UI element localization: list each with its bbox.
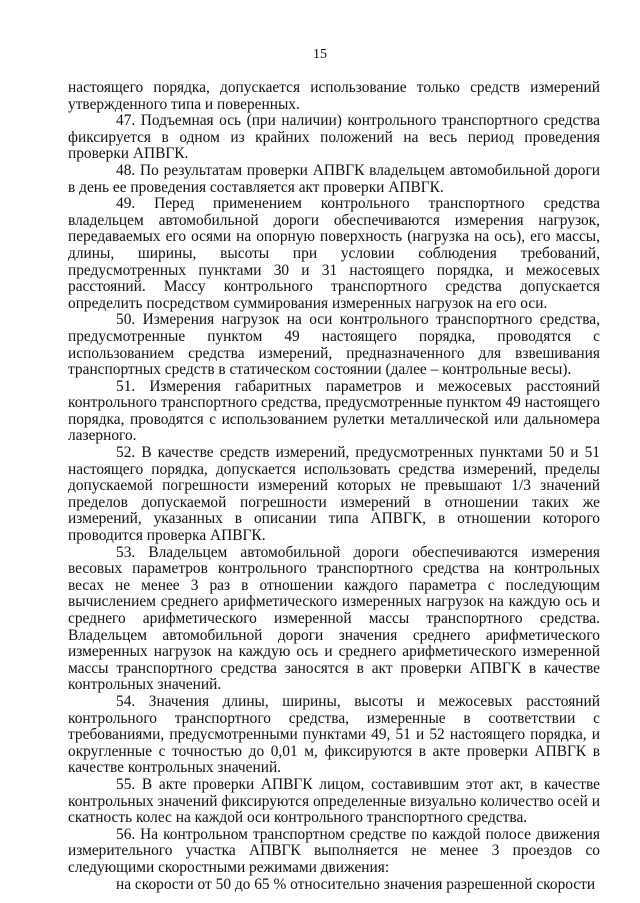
paragraph-56: 56. На контрольном транспортном средстве по каждой полосе движения измерительного участка АПВГК выполняется не менее 3 проездов со следующими скоростными режимами движения: [68, 825, 600, 876]
paragraph-55: 55. В акте проверки АПВГК лицом, составившим этот акт, в качестве контрольных значений фиксируются определенные визуально количество осей и скатность колес на каждой оси контрольного транспортного средства. [68, 775, 600, 827]
page-number: 15 [313, 47, 327, 62]
document-body [68, 80, 600, 893]
paragraph-53: 53. Владельцем автомобильной дороги обеспечиваются измерения весовых параметров контрольного транспортного средства на контрольных весах не менее 3 раз в отношении каждого параметра с последующим вычислением среднего арифметического измеренных нагрузок на каждую ось и среднего арифметического измеренной массы транспортного средства. Владельцем автомобильной дороги значения среднего арифметического измеренных нагрузок на каждую ось и среднего арифметического измеренной массы транспортного средства заносятся в акт проверки АПВГК в качестве контрольных значений. [68, 543, 600, 694]
paragraph-48: 48. По результатам проверки АПВГК владельцем автомобильной дороги в день ее проведения составляется акт проверки АПВГК. [68, 161, 600, 196]
paragraph-54: 54. Значения длины, ширины, высоты и межосевых расстояний контрольного транспортного средства, измеренные в соответствии с требованиями, предусмотренными пунктами 49, 51 и 52 настоящего порядка, и округленные с точностью до 0,01 м, фиксируются в акте проверки АПВГК в качестве контрольных значений. [68, 692, 600, 777]
paragraph-continuation: настоящего порядка, допускается использование только средств измерений утвержденного типа и поверенных. [68, 79, 600, 113]
paragraph-50: 50. Измерения нагрузок на оси контрольного транспортного средства, предусмотренные пунктом 49 настоящего порядка, проводятся с использованием средства измерений, предназначенного для взвешивания транспортных средств в статическом состоянии (далее – контрольные весы). [68, 311, 600, 379]
paragraph-49: 49. Перед применением контрольного транспортного средства владельцем автомобильной дороги обеспечиваются измерения нагрузок, передаваемых его осями на опорную поверхность (нагрузка на ось), его массы, длины, ширины, высоты при условии соблюдения требований, предусмотренных пунктами 30 и 31 настоящего порядка, и межосевых расстояний. Массу контрольного транспортного средства допускается определить посредством суммирования измеренных нагрузок на его оси. [68, 195, 600, 312]
paragraph-56-list-item: на скорости от 50 до 65 % относительно значения разрешенной скорости [116, 875, 596, 893]
paragraph-52: 52. В качестве средств измерений, предусмотренных пунктами 50 и 51 настоящего порядка, допускается использовать средства измерений, пределы допускаемой погрешности измерений которых не превышают 1/3 значений пределов допускаемой погрешности измерений в отношении таких же измерений, указанных в описании типа АПВГК, в отношении которого проводится проверка АПВГК. [68, 444, 600, 545]
paragraph-47: 47. Подъемная ось (при наличии) контрольного транспортного средства фиксируется в одном из крайних положений на весь период проведения проверки АПВГК. [68, 112, 600, 163]
paragraph-51: 51. Измерения габаритных параметров и межосевых расстояний контрольного транспортного средства, предусмотренные пунктом 49 настоящего порядка, проводятся с использованием рулетки металлической или дальномера лазерного. [68, 377, 600, 445]
